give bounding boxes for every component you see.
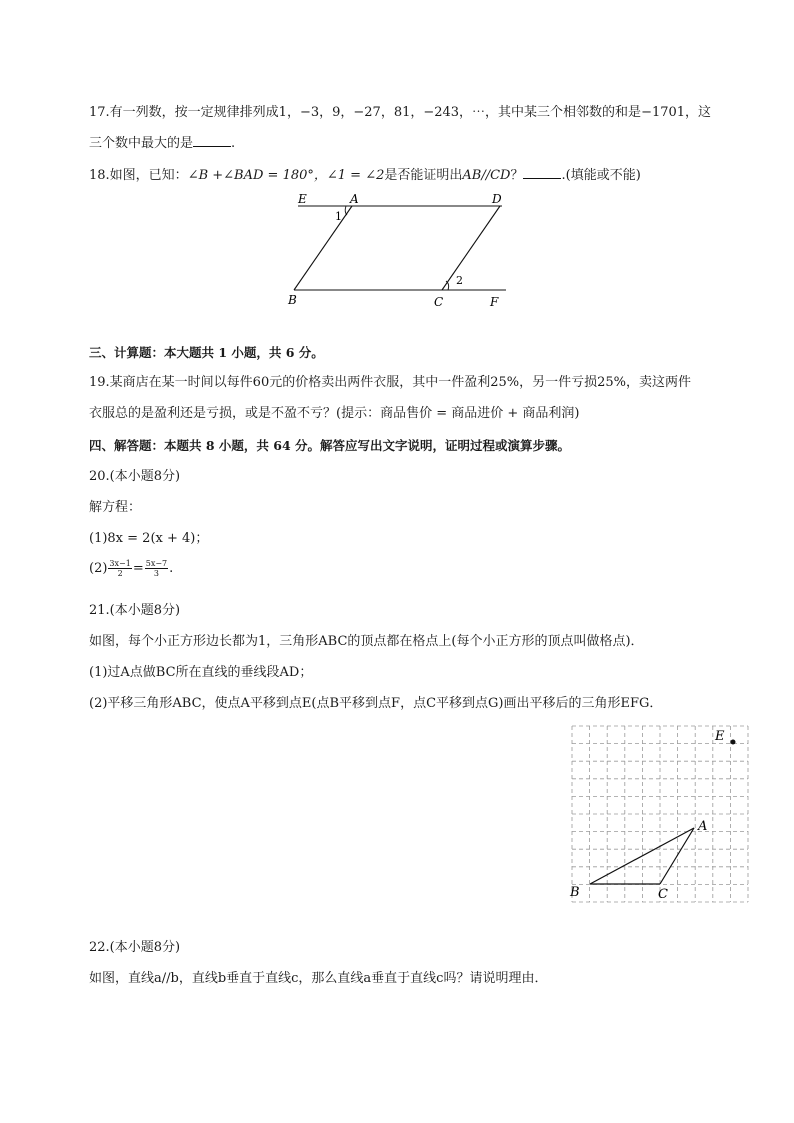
- q18-question-mark: ？: [510, 168, 524, 183]
- q20-equation-1: (1)8x = 2(x + 4)；: [89, 531, 209, 546]
- q20-header: 20.(本小题8分): [89, 469, 181, 484]
- q20-eq2-right-numerator: 5x−7: [145, 559, 168, 568]
- q21-grid-figure: [568, 722, 754, 904]
- q17-line2: [89, 134, 235, 153]
- q18-condition: ∠B +∠BAD = 180°，∠1 = ∠2: [187, 168, 385, 183]
- q18-statement: AB//CD: [462, 168, 511, 183]
- q18-mid: 是否能证明出: [384, 168, 463, 183]
- q21-label-C: C: [658, 887, 668, 902]
- q20-instruction: 解方程：: [89, 500, 142, 515]
- q21-side-CA: [660, 828, 694, 884]
- q20-eq2-right-fraction: [145, 559, 168, 578]
- q18-segment-AB: [294, 206, 352, 290]
- q18-segment-DC: [442, 206, 500, 290]
- q17-answer-blank: [193, 134, 231, 147]
- q20-eq2-left-numerator: 3x−1: [109, 559, 131, 568]
- q21-grid-lines: [572, 726, 748, 902]
- q20-equation-2: [89, 559, 173, 578]
- q17-line2-end: .: [231, 136, 236, 151]
- q21-label-E: E: [715, 729, 725, 744]
- q17-line2-text: 三个数中最大的是: [89, 136, 194, 151]
- q18-angle2-arc: [446, 281, 449, 290]
- q17-line1: 17.有一列数，按一定规律排列成1，−3，9，−27，81，−243，⋯，其中某三个相邻数的和是−1701，这: [89, 105, 712, 120]
- q18-label-1: 1: [335, 210, 342, 223]
- q18-label-D: D: [492, 192, 502, 206]
- q21-header: 21.(本小题8分): [89, 603, 181, 618]
- q21-point-E: [731, 740, 736, 745]
- q18-answer-blank: [523, 166, 561, 179]
- q18-label-E: E: [298, 192, 307, 206]
- q18-label-F: F: [490, 295, 499, 309]
- q21-label-A: A: [698, 819, 708, 834]
- q18-label-B: B: [288, 293, 297, 307]
- q21-line2: (1)过A点做BC所在直线的垂线段AD；: [89, 665, 313, 680]
- q21-line1: 如图，每个小正方形边长都为1，三角形ABC的顶点都在格点上(每个小正方形的顶点叫做格点)．: [89, 634, 644, 649]
- section4-title: 四、解答题：本题共 8 小题，共 64 分。解答应写出文字说明，证明过程或演算步骤。: [89, 438, 571, 453]
- q20-eq2-left-denominator: 2: [117, 569, 123, 578]
- q19-line2: 衣服总的是盈利还是亏损，或是不盈不亏？(提示：商品售价 = 商品进价 + 商品利润): [89, 406, 580, 421]
- q20-eq2-equals: =: [132, 561, 144, 576]
- q18-label-A: A: [350, 192, 359, 206]
- q18-pre: 18.如图，已知：: [89, 168, 188, 183]
- q18-label-C: C: [434, 295, 444, 309]
- section3-title: 三、计算题：本大题共 1 小题，共 6 分。: [89, 345, 324, 360]
- q20-eq2-right-denominator: 3: [153, 569, 159, 578]
- q19-line1: 19.某商店在某一时间以每件60元的价格卖出两件衣服，其中一件盈利25%，另一件亏损25%，卖这两件: [89, 375, 692, 390]
- q18-text: [89, 166, 641, 185]
- q20-eq2-left-fraction: [108, 559, 131, 578]
- q20-eq2-prefix: (2): [89, 561, 108, 576]
- q18-post: .(填能或不能): [561, 168, 641, 183]
- q18-figure: [280, 188, 520, 313]
- q21-label-B: B: [570, 885, 580, 900]
- q21-line3: (2)平移三角形ABC，使点A平移到点E(点B平移到点F，点C平移到点G)画出平移后的三角形EFG．: [89, 696, 663, 711]
- q18-label-2: 2: [456, 274, 463, 287]
- q20-eq2-end: .: [169, 561, 174, 576]
- q22-header: 22.(本小题8分): [89, 940, 181, 955]
- q22-line1: 如图，直线a//b，直线b垂直于直线c，那么直线a垂直于直线c吗？请说明理由．: [89, 971, 548, 986]
